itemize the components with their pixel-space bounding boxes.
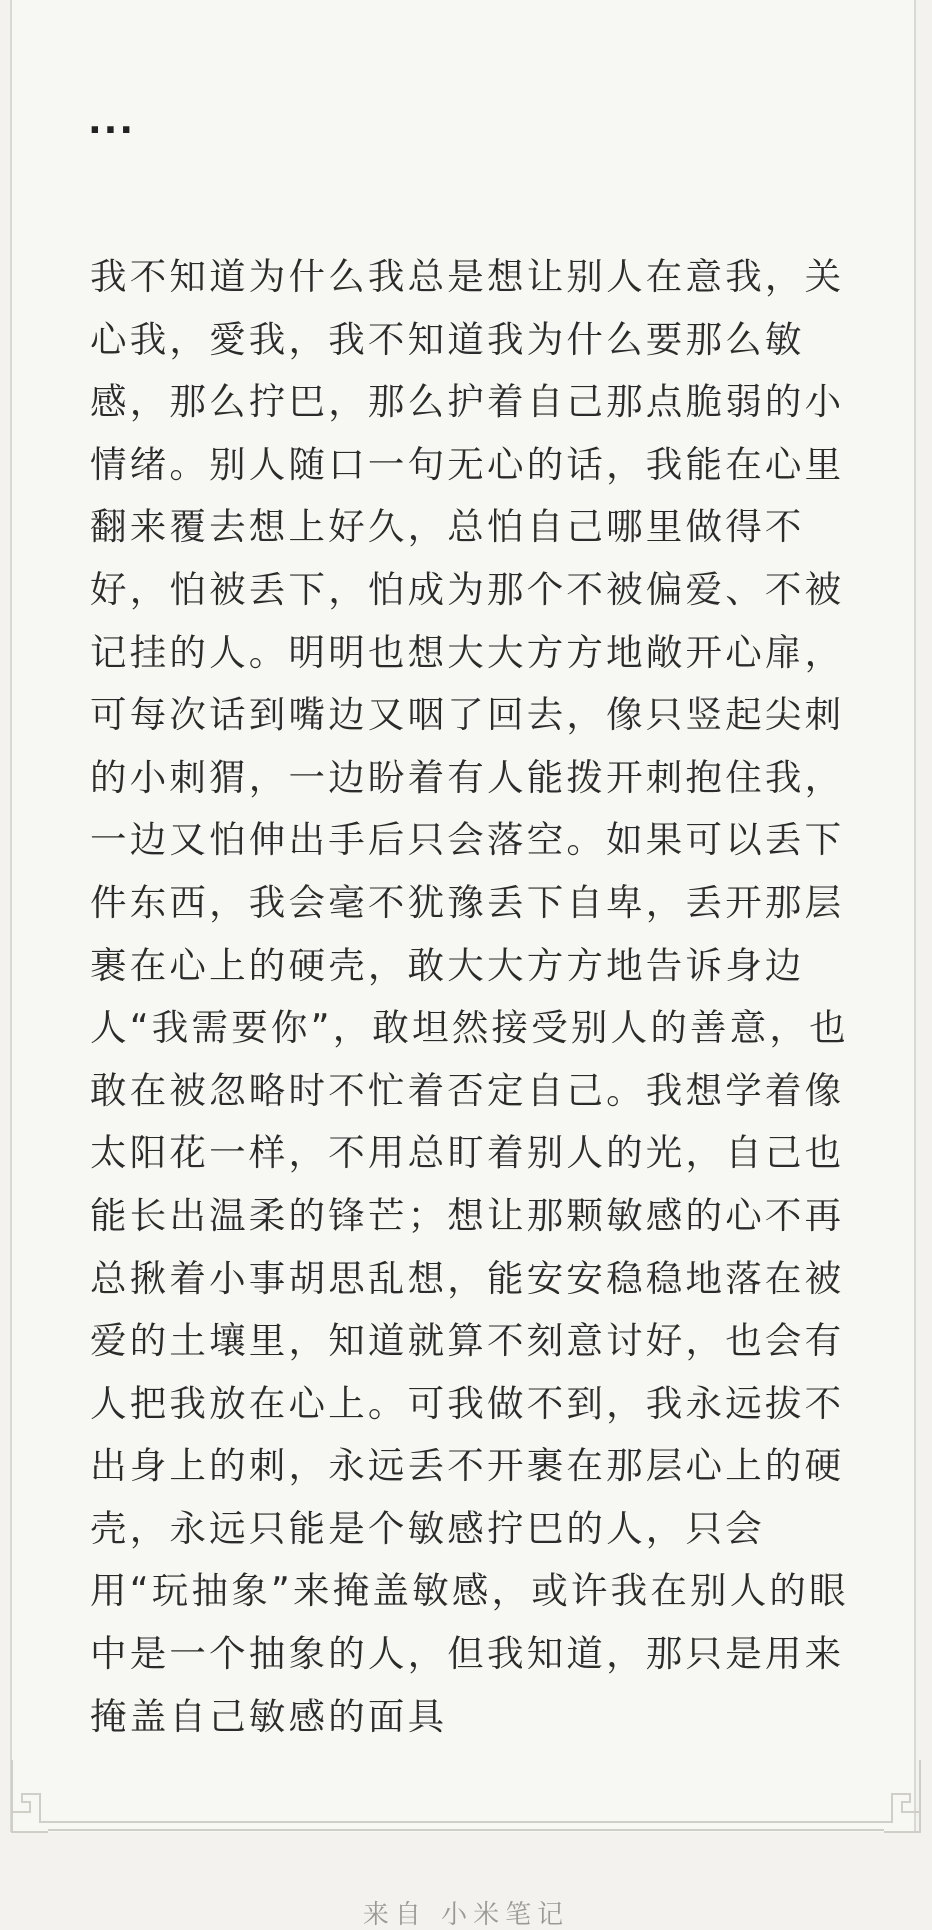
decorative-frame-corner-icon [0,1760,932,1850]
ellipsis-marker: ... [88,101,136,142]
note-body-text: 我不知道为什么我总是想让别人在意我，关心我，愛我，我不知道我为什么要那么敏感，那么拧巴，那么护着自己那点脆弱的小情绪。别人随口一句无心的话，我能在心里翻来覆去想上好久，总怕自己哪里做得不好，怕被丢下，怕成为那个不被偏爱、不被记挂的人。明明也想大大方方地敞开心扉，可每次话到嘴边又咽了回去，像只竖起尖刺的小刺猬，一边盼着有人能拨开刺抱住我，一边又怕伸出手后只会落空。如果可以丢下件东西，我会毫不犹豫丢下自卑，丢开那层裹在心上的硬壳，敢大大方方地告诉身边人“我需要你”，敢坦然接受别人的善意，也敢在被忽略时不忙着否定自己。我想学着像太阳花一样，不用总盯着别人的光，自己也能长出温柔的锋芒；想让那颗敏感的心不再总揪着小事胡思乱想，能安安稳稳地落在被爱的土壤里，知道就算不刻意讨好，也会有人把我放在心上。可我做不到，我永远拔不出身上的刺，永远丢不开裹在那层心上的硬壳，永远只能是个敏感拧巴的人，只会用“玩抽象”来掩盖敏感，或许我在别人的眼中是一个抽象的人，但我知道，那只是用来掩盖自己敏感的面具 [90,255,849,1738]
source-footer: 来自 小米笔记 [362,1900,570,1930]
